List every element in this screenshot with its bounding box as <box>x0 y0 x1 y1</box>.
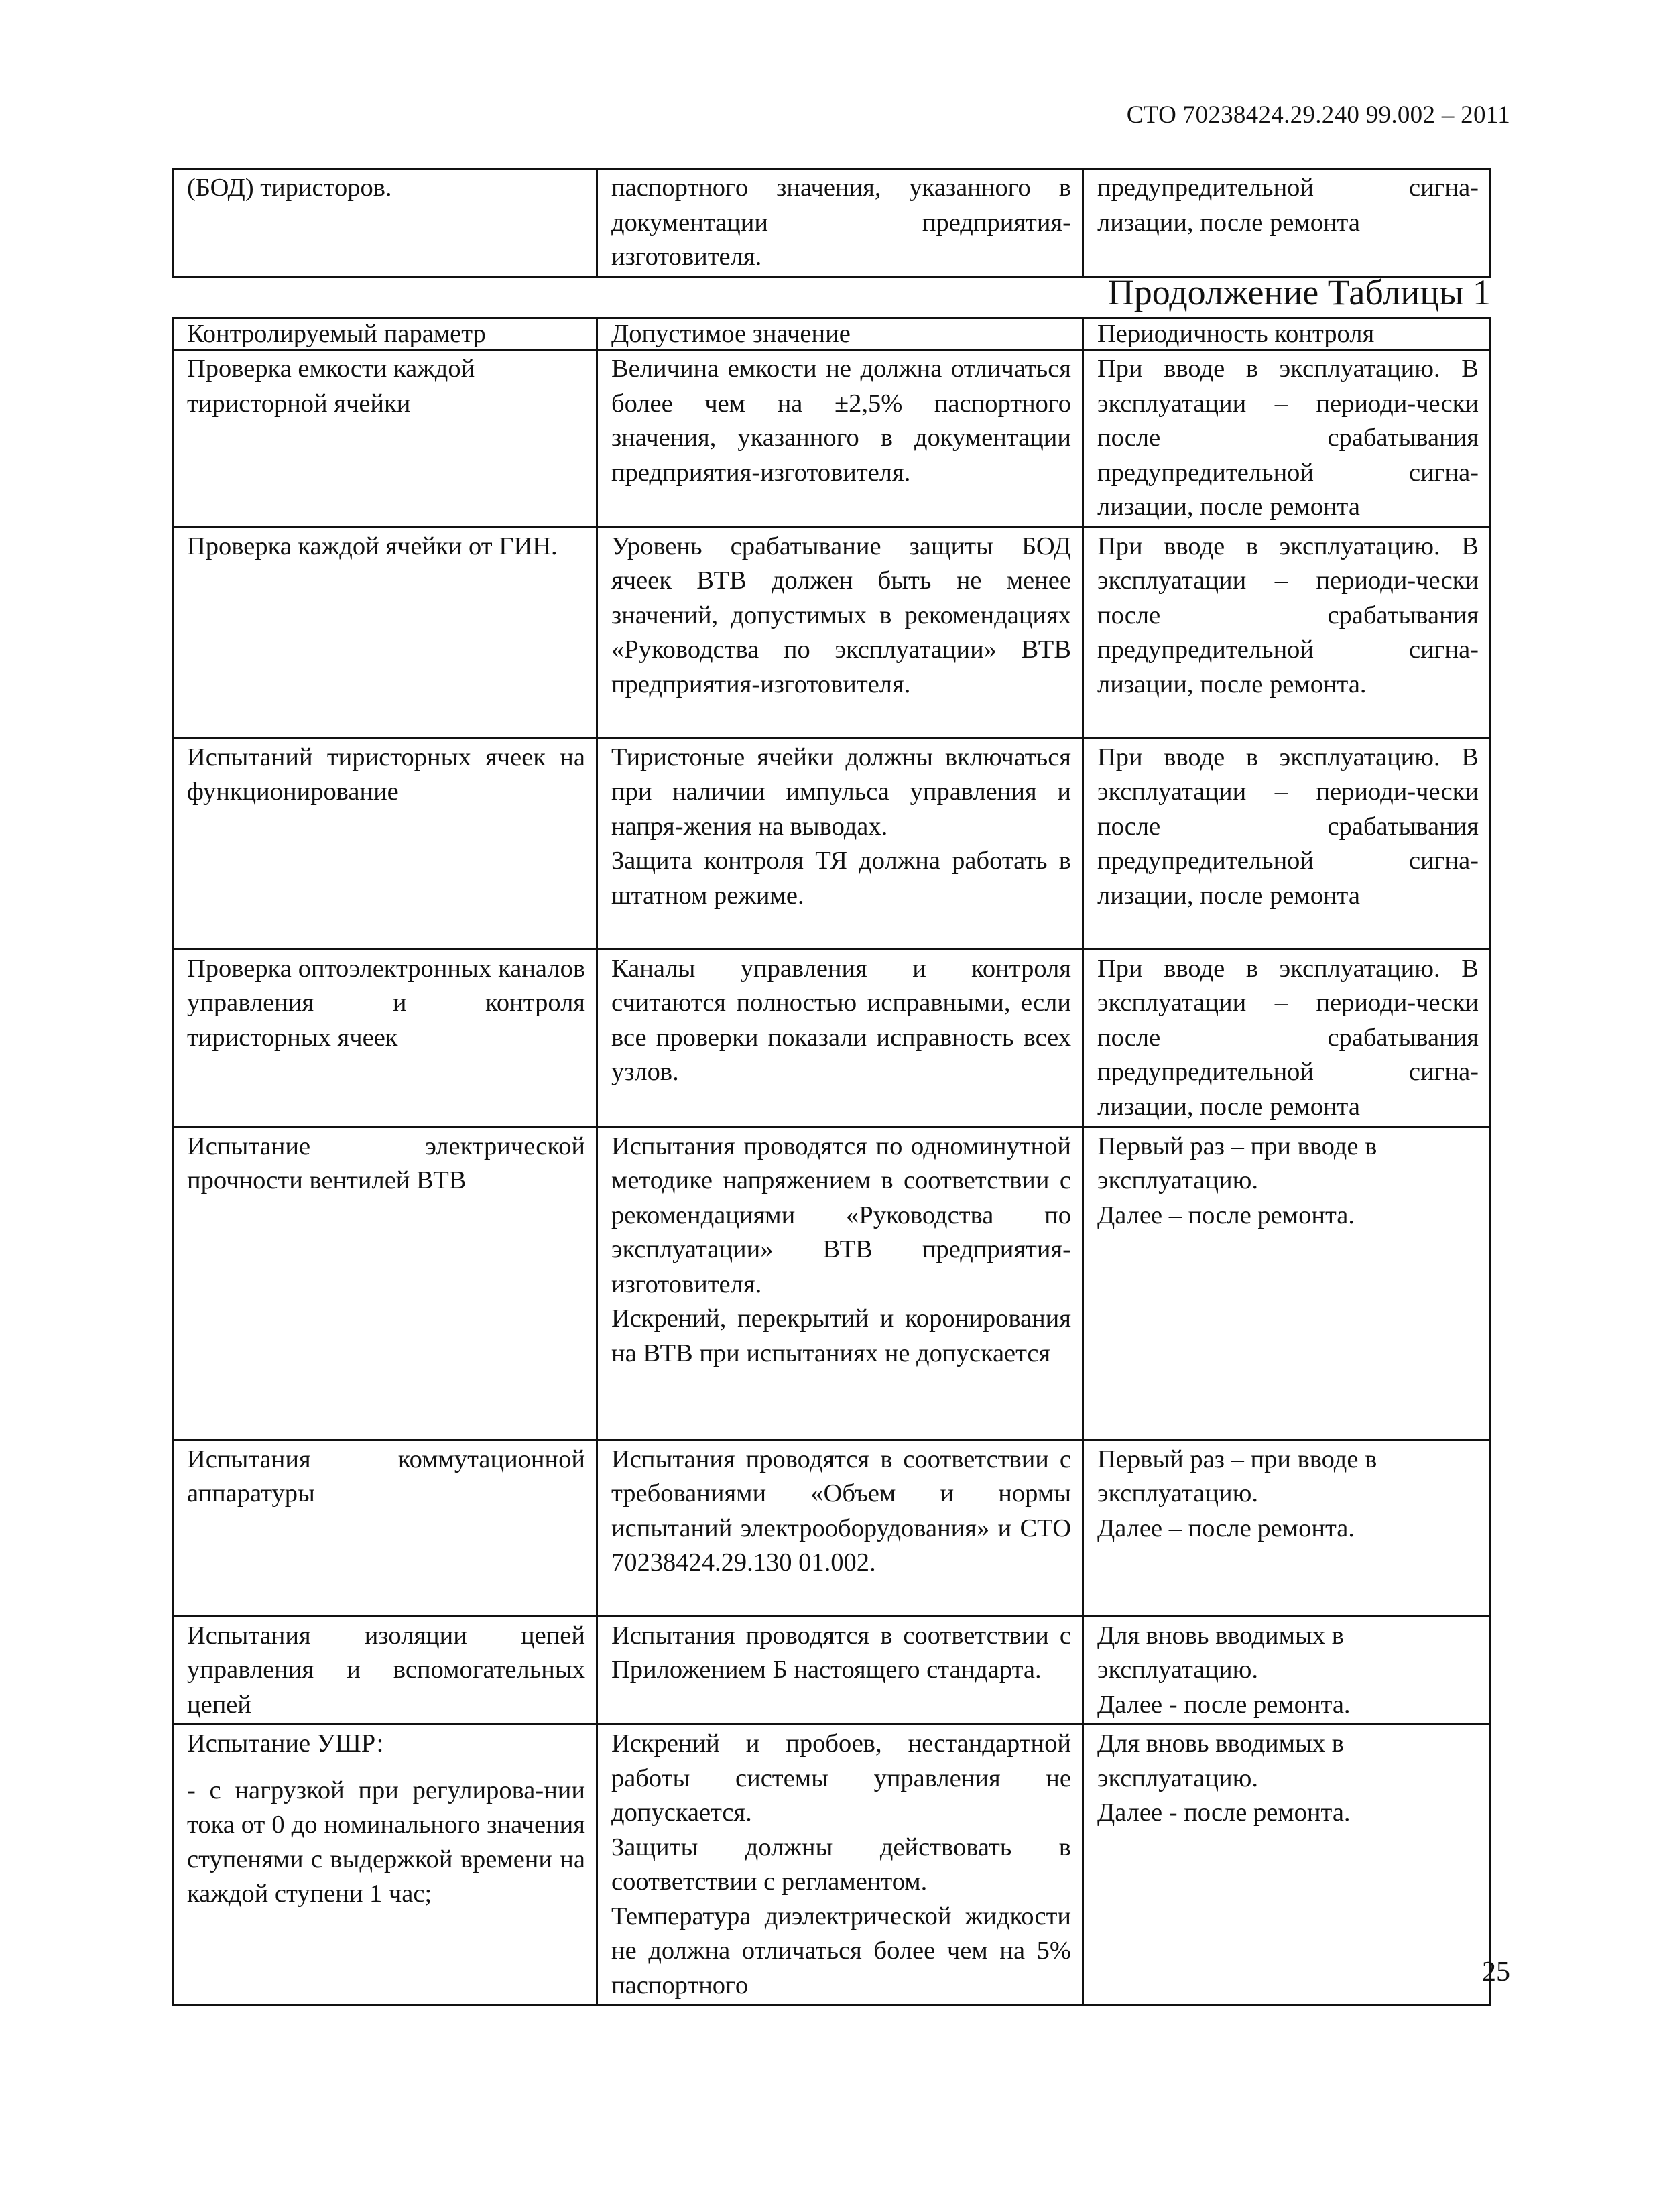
table-cell-parameter: Испытания коммутационной аппаратуры <box>173 1440 597 1616</box>
period-paragraph: Первый раз – при вводе в эксплуатацию. <box>1097 1131 1377 1194</box>
period-paragraph: Для вновь вводимых в эксплуатацию. <box>1097 1621 1344 1684</box>
table-caption: Продолжение Таблицы 1 <box>1107 272 1491 312</box>
table-row <box>173 527 1491 738</box>
table-row <box>173 949 1491 1127</box>
table-row <box>173 1616 1491 1725</box>
table-cell-value: Величина емкости не должна отличаться более чем на ±2,5% паспортного значения, указанного в документации предприятия-изготовителя. <box>597 350 1083 528</box>
parameter-paragraph: - с нагрузкой при регулирова-нии тока от 0 до номинального значения ступенями с выдержкой времени на каждой ступени 1 час; <box>187 1776 585 1908</box>
table-cell-value: Испытания проводятся в соответствии с требованиями «Объем и нормы испытаний электрооборудования» и СТО 70238424.29.130 01.002. <box>597 1440 1083 1616</box>
table-cell-parameter: Проверка каждой ячейки от ГИН. <box>173 527 597 738</box>
table-cell-parameter: (БОД) тиристоров. <box>173 169 597 278</box>
page-number: 25 <box>1482 1957 1510 1987</box>
period-paragraph: Далее – после ремонта. <box>1097 1201 1355 1229</box>
column-header-parameter: Контролируемый параметр <box>173 318 597 350</box>
table-cell-period <box>1083 1725 1491 2006</box>
table-cell-value: Испытания проводятся в соответствии с Приложением Б настоящего стандарта. <box>597 1616 1083 1725</box>
table-row <box>173 1127 1491 1440</box>
table-cell-period: При вводе в эксплуатацию. В эксплуатации – периоди-чески после срабатывания предупредительной сигна-лизации, после ремонта. <box>1083 527 1491 738</box>
table-cell-period: При вводе в эксплуатацию. В эксплуатации – периоди-чески после срабатывания предупредительной сигна-лизации, после ремонта <box>1083 738 1491 949</box>
table-row <box>173 350 1491 528</box>
paragraph-gap <box>187 1762 585 1774</box>
value-paragraph: Защита контроля ТЯ должна работать в штатном режиме. <box>611 847 1071 910</box>
value-paragraph: Искрений, перекрытий и коронирования на ВТВ при испытаниях не допускается <box>611 1304 1071 1367</box>
table-cell-parameter: Проверка оптоэлектронных каналов управления и контроля тиристорных ячеек <box>173 949 597 1127</box>
value-paragraph: Тиристоные ячейки должны включаться при наличии импульса управления и напря-жения на выводах. <box>611 743 1071 841</box>
value-paragraph: Испытания проводятся по одноминутной методике напряжением в соответствии с рекомендациями «Руководства по эксплуатации» ВТВ предприятия-изготовителя. <box>611 1131 1071 1298</box>
table-row <box>173 738 1491 949</box>
table-cell-parameter: Испытания изоляции цепей управления и вспомогательных цепей <box>173 1616 597 1725</box>
table-cell-period <box>1083 1440 1491 1616</box>
table-cell-period <box>1083 1616 1491 1725</box>
period-paragraph: Первый раз – при вводе в эксплуатацию. <box>1097 1445 1377 1508</box>
table-cell-value <box>597 1725 1083 2006</box>
value-paragraph: Защиты должны действовать в соответствии с регламентом. <box>611 1833 1071 1896</box>
table-row <box>173 169 1491 278</box>
period-paragraph: Далее - после ремонта. <box>1097 1690 1351 1719</box>
table-cell-value: Уровень срабатывание защиты БОД ячеек ВТВ должен быть не менее значений, допустимых в рекомендациях «Руководства по эксплуатации» ВТВ предприятия-изготовителя. <box>597 527 1083 738</box>
table-cell-value <box>597 738 1083 949</box>
table-cell-period: При вводе в эксплуатацию. В эксплуатации – периоди-чески после срабатывания предупредительной сигна-лизации, после ремонта <box>1083 949 1491 1127</box>
column-header-value: Допустимое значение <box>597 318 1083 350</box>
period-paragraph: Далее - после ремонта. <box>1097 1798 1351 1827</box>
table-cell-period: предупредительной сигна-лизации, после ремонта <box>1083 169 1491 278</box>
period-paragraph: Далее – после ремонта. <box>1097 1514 1355 1542</box>
control-table <box>172 317 1491 2006</box>
parameter-paragraph: Испытание УШР: <box>187 1729 384 1758</box>
value-paragraph: Искрений и пробоев, нестандартной работы системы управления не допускается. <box>611 1729 1071 1827</box>
table-cell-parameter: Испытаний тиристорных ячеек на функционирование <box>173 738 597 949</box>
table-row <box>173 1725 1491 2006</box>
table-cell-value: паспортного значения, указанного в документации предприятия-изготовителя. <box>597 169 1083 278</box>
table-cell-parameter: Испытание электрической прочности вентилей ВТВ <box>173 1127 597 1440</box>
table-fragment-top <box>172 168 1491 278</box>
table-cell-parameter <box>173 1725 597 2006</box>
table-cell-value <box>597 1127 1083 1440</box>
document-code: СТО 70238424.29.240 99.002 – 2011 <box>1126 101 1510 129</box>
period-paragraph: Для вновь вводимых в эксплуатацию. <box>1097 1729 1344 1792</box>
table-cell-period <box>1083 1127 1491 1440</box>
table-cell-period: При вводе в эксплуатацию. В эксплуатации – периоди-чески после срабатывания предупредительной сигна-лизации, после ремонта <box>1083 350 1491 528</box>
table-cell-value: Каналы управления и контроля считаются полностью исправными, если все проверки показали исправность всех узлов. <box>597 949 1083 1127</box>
value-paragraph: Температура диэлектрической жидкости не должна отличаться более чем на 5% паспортного <box>611 1902 1071 2000</box>
column-header-period: Периодичность контроля <box>1083 318 1491 350</box>
table-cell-parameter: Проверка емкости каждой тиристорной ячейки <box>173 350 597 528</box>
table-header-row <box>173 318 1491 350</box>
table-row <box>173 1440 1491 1616</box>
